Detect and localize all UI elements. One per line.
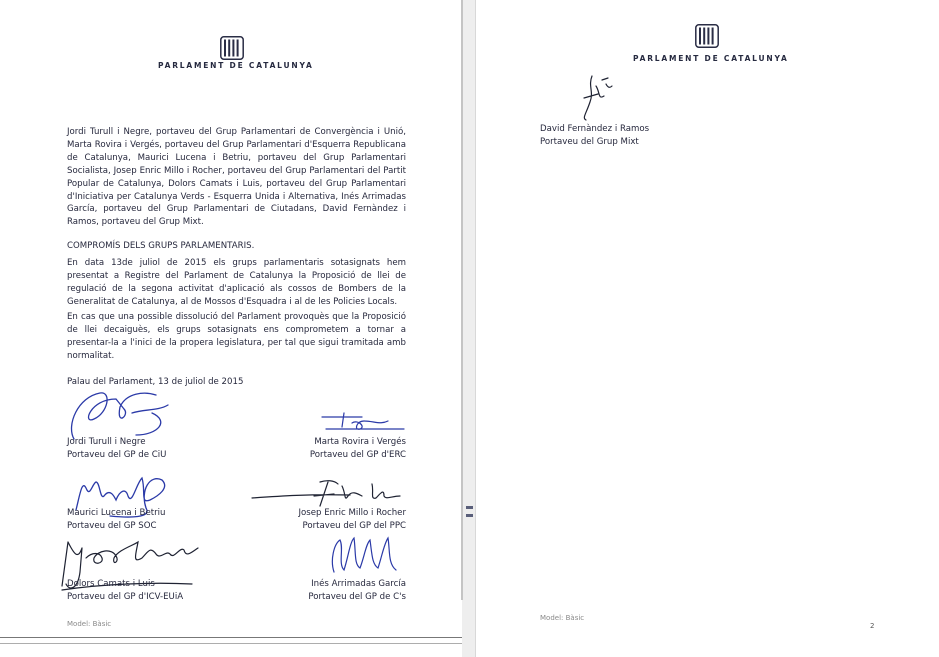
page-gutter bbox=[462, 0, 476, 657]
signatory-4-role: Portaveu del GP del PPC bbox=[302, 521, 406, 531]
signature-millo bbox=[250, 476, 410, 510]
signatory-6-name: Inés Arrimadas García bbox=[311, 579, 406, 589]
signature-arrimadas bbox=[326, 534, 402, 578]
signatory-3-name: Maurici Lucena i Betriu bbox=[67, 508, 166, 518]
signatory-6-role: Portaveu del GP de C's bbox=[308, 592, 406, 602]
page-number: 2 bbox=[870, 622, 875, 630]
signatory-5-role: Portaveu del GP d'ICV-EUiA bbox=[67, 592, 184, 602]
signatory-2-name: Marta Rovira i Vergés bbox=[314, 437, 406, 447]
page2-footer: Model: Bàsic bbox=[540, 614, 585, 622]
institution-title: PARLAMENT DE CATALUNYA bbox=[158, 61, 314, 70]
paragraph-2: En cas que una possible dissolució del Parlament provoquès que la Proposició de llei decaiguès, els grups sotasignats ens comprometem a tornar a presentar-la a l'inici de la propera legislatura, per tal que sigui tramitada amb normalitat. bbox=[67, 312, 406, 361]
signatory-7-role: Portaveu del Grup Mixt bbox=[540, 137, 639, 147]
institution-title: PARLAMENT DE CATALUNYA bbox=[633, 54, 789, 63]
scan-line bbox=[0, 637, 462, 638]
page1-footer: Model: Bàsic bbox=[67, 620, 112, 628]
binder-mark bbox=[466, 506, 473, 509]
signatory-4-name: Josep Enric Millo i Rocher bbox=[298, 508, 406, 518]
signatory-2-role: Portaveu del GP d'ERC bbox=[309, 450, 406, 460]
paragraph-1: En data 13de juliol de 2015 els grups parlamentaris sotasignats hem presentat a Registre del Parlament de Catalunya la Proposició de llei de regulació de la segona activitat d'aplicació als cossos de Bombers de la Generalitat de Catalunya, al de Mossos d'Esquadra i al de les Policies Locals. bbox=[67, 258, 406, 307]
signatory-3-role: Portaveu del GP SOC bbox=[67, 521, 157, 531]
signature-fernandez bbox=[578, 72, 618, 124]
scan-line bbox=[0, 643, 462, 644]
binder-mark bbox=[466, 514, 473, 517]
signatory-5-name: Dolors Camats i Luis bbox=[67, 579, 155, 589]
document-page-1 bbox=[0, 0, 462, 657]
parliament-emblem-icon bbox=[695, 24, 719, 48]
page-edge bbox=[461, 0, 463, 600]
signature-rovira bbox=[318, 409, 408, 433]
intro-paragraph: Jordi Turull i Negre, portaveu del Grup Parlamentari de Convergència i Unió, Marta Rovira i Vergés, portaveu del Grup Parlamentari d'Esquerra Republicana de Catalunya, Maurici Lucena i Betriu, portaveu del Grup Parlamentari Socialista, Josep Enric Millo i Rocher, portaveu del Grup Parlamentari del Partit Popular de Catalunya, Dolors Camats i Luis, portaveu del Grup Parlamentari d'Iniciativa per Catalunya Verds - Esquerra Unida i Alternativa, Inés Arrimadas García, portaveu del Grup Parlamentari de Ciutadans, David Fernàndez i Ramos, portaveu del Grup Mixt. bbox=[67, 127, 406, 228]
parliament-emblem-icon bbox=[220, 36, 244, 60]
document-page-2 bbox=[476, 0, 939, 657]
signatory-1-name: Jordi Turull i Negre bbox=[67, 437, 146, 447]
place-date: Palau del Parlament, 13 de juliol de 2015 bbox=[67, 377, 244, 387]
section-heading: COMPROMÍS DELS GRUPS PARLAMENTARIS. bbox=[67, 241, 255, 251]
signatory-7-name: David Fernàndez i Ramos bbox=[540, 124, 650, 134]
signatory-1-role: Portaveu del GP de CiU bbox=[67, 450, 167, 460]
